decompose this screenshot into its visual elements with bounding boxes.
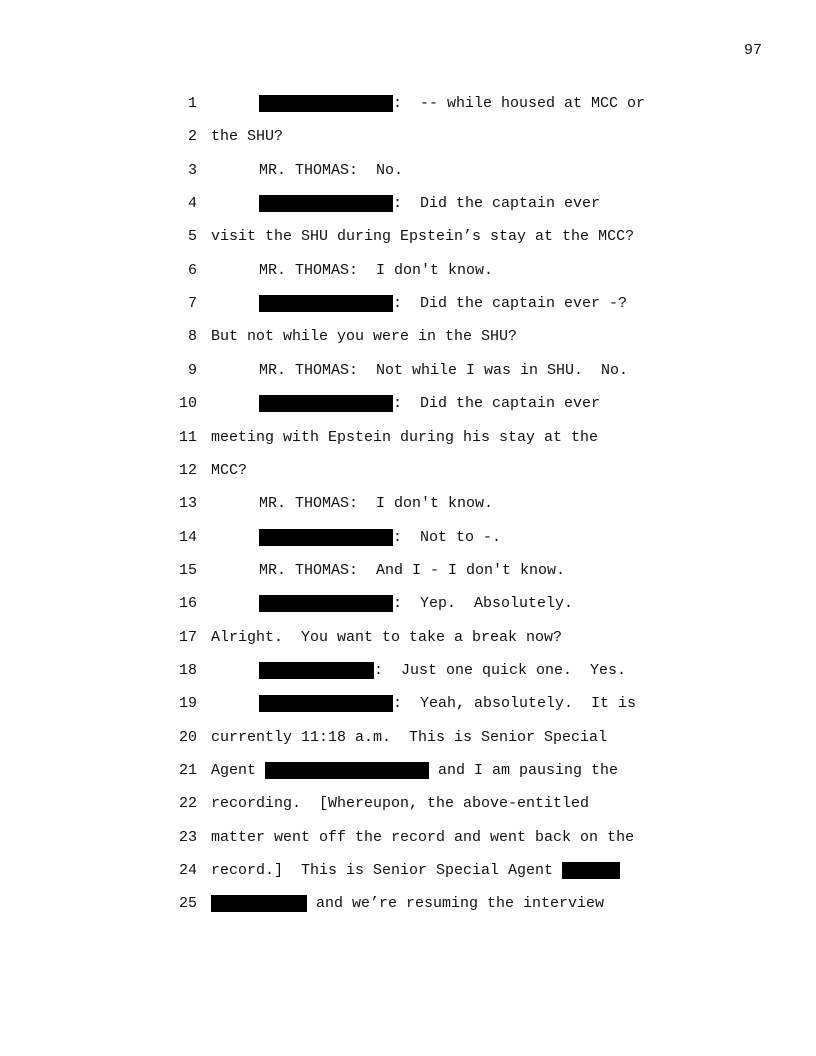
line-text-segment: visit the SHU during Epstein’s stay at the MCC?	[211, 227, 635, 245]
line-text	[211, 829, 634, 846]
line-text	[211, 495, 493, 512]
line-number: 22	[178, 794, 197, 812]
line-text	[211, 762, 618, 779]
redaction-block	[259, 195, 393, 212]
line-number: 16	[178, 594, 197, 612]
line-text	[211, 228, 634, 245]
line-number: 4	[187, 194, 197, 212]
line-text	[211, 128, 283, 145]
line-text	[211, 328, 517, 345]
line-text-segment: : Yep. Absolutely.	[393, 594, 574, 612]
redaction-block	[259, 395, 393, 412]
line-text-segment: : Yeah, absolutely. It is	[393, 694, 637, 712]
redaction-block	[259, 529, 393, 546]
line-number: 2	[187, 127, 197, 145]
line-text-segment: : -- while housed at MCC or	[393, 94, 646, 112]
line-number: 23	[178, 828, 197, 846]
redaction-block	[211, 895, 307, 912]
line-text	[211, 862, 620, 879]
line-number: 9	[187, 361, 197, 379]
line-number: 10	[178, 394, 197, 412]
line-number: 11	[178, 428, 197, 446]
line-text	[211, 629, 562, 646]
line-number: 19	[178, 694, 197, 712]
line-text-segment: : Not to -.	[393, 528, 502, 546]
line-text	[211, 295, 627, 312]
line-text	[211, 262, 493, 279]
line-text-segment: But not while you were in the SHU?	[211, 327, 518, 345]
line-number: 1	[187, 94, 197, 112]
line-text-segment: : Did the captain ever	[393, 194, 601, 212]
line-text-segment: currently 11:18 a.m. This is Senior Special	[211, 728, 608, 746]
line-text-segment: MCC?	[211, 461, 248, 479]
redaction-block	[259, 695, 393, 712]
redaction-block	[259, 595, 393, 612]
line-text	[211, 362, 628, 379]
line-text-segment: : Did the captain ever	[393, 394, 601, 412]
line-text	[211, 729, 607, 746]
line-number: 12	[178, 461, 197, 479]
redaction-block	[259, 662, 374, 679]
line-number: 14	[178, 528, 197, 546]
line-number: 8	[187, 327, 197, 345]
line-text-segment: the SHU?	[211, 127, 284, 145]
line-number: 7	[187, 294, 197, 312]
line-number: 17	[178, 628, 197, 646]
line-text-segment: and I am pausing the	[429, 761, 619, 779]
line-number: 20	[178, 728, 197, 746]
line-text-segment: MR. THOMAS: Not while I was in SHU. No.	[259, 361, 629, 379]
line-text	[211, 162, 403, 179]
line-text	[211, 595, 573, 612]
line-number: 5	[187, 227, 197, 245]
line-text-segment: : Just one quick one. Yes.	[374, 661, 627, 679]
redaction-block	[259, 295, 393, 312]
redaction-block	[259, 95, 393, 112]
line-text-segment: meeting with Epstein during his stay at the	[211, 428, 599, 446]
line-number: 24	[178, 861, 197, 879]
line-text	[211, 795, 589, 812]
line-text	[211, 529, 501, 546]
line-text-segment: MR. THOMAS: No.	[259, 161, 404, 179]
line-text-segment: MR. THOMAS: I don't know.	[259, 261, 494, 279]
line-text-segment: and we’re resuming the interview	[307, 894, 605, 912]
line-text	[211, 662, 626, 679]
line-text-segment: Alright. You want to take a break now?	[211, 628, 563, 646]
line-text	[211, 895, 604, 912]
line-text	[211, 195, 600, 212]
line-text	[211, 429, 598, 446]
line-text	[211, 462, 247, 479]
line-text	[211, 695, 636, 712]
line-number: 3	[187, 161, 197, 179]
line-text-segment: : Did the captain ever -?	[393, 294, 628, 312]
redaction-block	[562, 862, 620, 879]
line-text-segment: MR. THOMAS: I don't know.	[259, 494, 494, 512]
line-text	[211, 562, 565, 579]
line-text	[211, 95, 645, 112]
line-number: 6	[187, 261, 197, 279]
line-text	[211, 395, 600, 412]
line-number: 13	[178, 494, 197, 512]
line-text-segment: Agent	[211, 761, 266, 779]
line-number: 21	[178, 761, 197, 779]
line-text-segment: recording. [Whereupon, the above-entitled	[211, 794, 590, 812]
line-number: 18	[178, 661, 197, 679]
line-text-segment: matter went off the record and went back on the	[211, 828, 635, 846]
line-text-segment: MR. THOMAS: And I - I don't know.	[259, 561, 566, 579]
page-number: 97	[743, 42, 762, 59]
redaction-block	[265, 762, 429, 779]
line-text-segment: record.] This is Senior Special Agent	[211, 861, 563, 879]
line-number: 25	[178, 894, 197, 912]
line-number: 15	[178, 561, 197, 579]
